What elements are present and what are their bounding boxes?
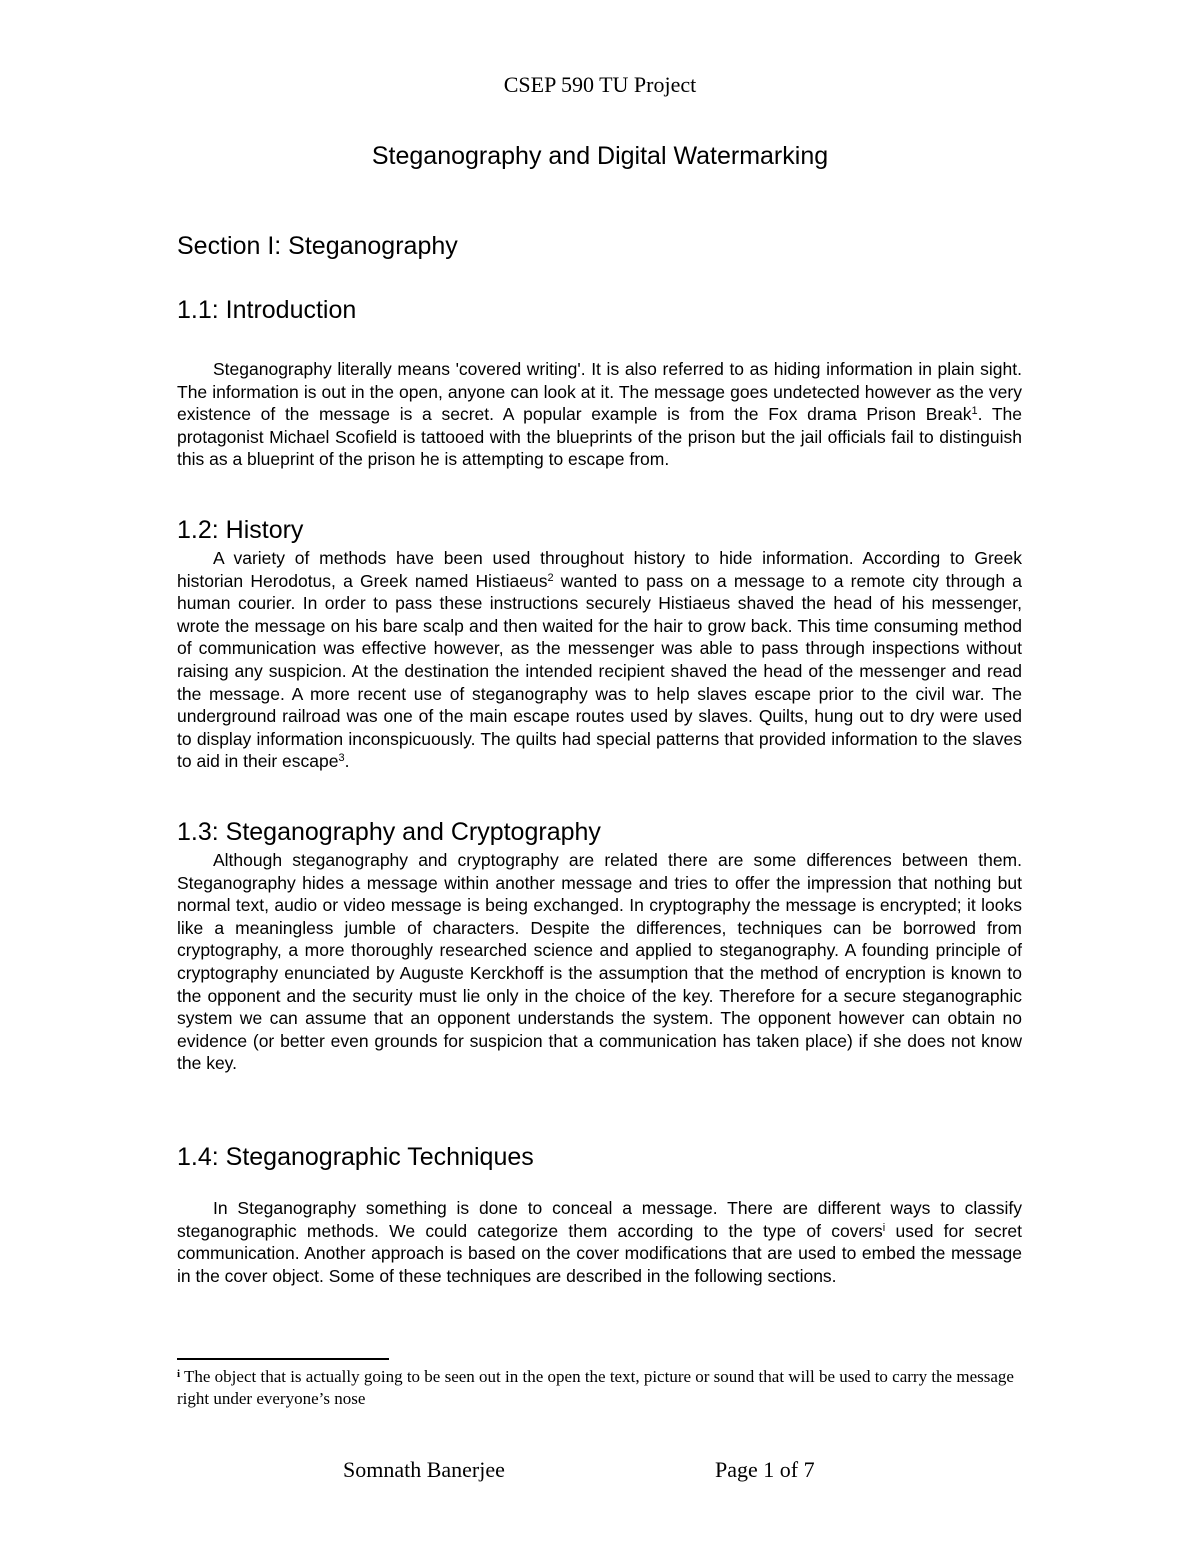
paragraph-text: used for secret communication. Another approach is based on the cover modifications that are used to embed the message in the cover object. Some of these techniques are described in the following sections. [177,1220,1022,1286]
document-title: Steganography and Digital Watermarking [371,142,829,170]
heading-introduction: 1.1: Introduction [177,296,357,324]
paragraph-techniques [177,1197,1022,1287]
footnote-ref: 3 [338,752,345,765]
running-header: CSEP 590 TU Project [503,72,697,97]
section-heading: Section I: Steganography [177,232,458,260]
footnote-marker: i [177,1368,181,1380]
paragraph-text: Steganography literally means 'covered writing'. It is also referred to as hiding information in plain sight. The information is out in the open, anyone can look at it. The message goes undetected however as the very existence of the message is a secret. A popular example is from the Fox drama Prison Break [177,359,1022,425]
paragraph-text: wanted to pass on a message to a remote city through a human courier. In order to pass these instructions securely Histiaeus shaved the head of his messenger, wrote the message on his bare scalp and then waited for the hair to grow back. This time consuming method of communication was effective however, as the messenger was able to pass through inspections without raising any suspicion. At the destination the intended recipient shaved the head of the messenger and read the message. A more recent use of steganography was to help slaves escape prior to the civil war. The underground railroad was one of the main escape routes used by slaves. Quilts, hung out to dry were used to display information inconspicuously. The quilts had special patterns that provided information to the slaves to aid in their escape [177,570,1022,772]
footnote-text: The object that is actually going to be seen out in the open the text, picture or sound that will be used to carry the message right under everyone’s nose [177,1367,1014,1408]
footnote-ref: 1 [971,405,978,418]
paragraph-text: . The protagonist Michael Scofield is tattooed with the blueprints of the prison but the jail officials fail to distinguish this as a blueprint of the prison he is attempting to escape from. [177,404,1022,470]
footnote-divider [177,1358,389,1360]
footnote [177,1366,1022,1410]
paragraph-text: In Steganography something is done to conceal a message. There are different ways to classify steganographic methods. We could categorize them according to the type of covers [177,1198,1022,1241]
paragraph-text: . [344,751,350,772]
footer-page-number: Page 1 of 7 [715,1457,815,1482]
footer-author: Somnath Banerjee [343,1457,505,1482]
heading-techniques: 1.4: Steganographic Techniques [177,1143,534,1171]
heading-steganography-cryptography: 1.3: Steganography and Cryptography [177,818,601,846]
footnote-ref: 2 [547,571,554,584]
heading-history: 1.2: History [177,516,304,544]
paragraph-introduction [177,358,1022,471]
paragraph-text: A variety of methods have been used throughout history to hide information. According to Greek historian Herodotus, a Greek named Histiaeus [177,548,1022,591]
paragraph-history [177,547,1022,773]
footnote-ref: i [882,1221,886,1234]
paragraph-steganography-cryptography: Although steganography and cryptography are related there are some differences between them. Steganography hides a message within another message and tries to offer the impression that nothing but normal text, audio or video message is being exchanged. In cryptography the message is encrypted; it looks like a meaningless jumble of characters. Despite the differences, techniques can be borrowed from cryptography, a more thoroughly researched science and applied to steganography. A founding principle of cryptography enunciated by Auguste Kerckhoff is the assumption that the method of encryption is known to the opponent and the security must lie only in the choice of the key. Therefore for a secure steganographic system we can assume that an opponent understands the system. The opponent however can obtain no evidence (or better even grounds for suspicion that a communication has taken place) if she does not know the key. [177,850,1022,1074]
